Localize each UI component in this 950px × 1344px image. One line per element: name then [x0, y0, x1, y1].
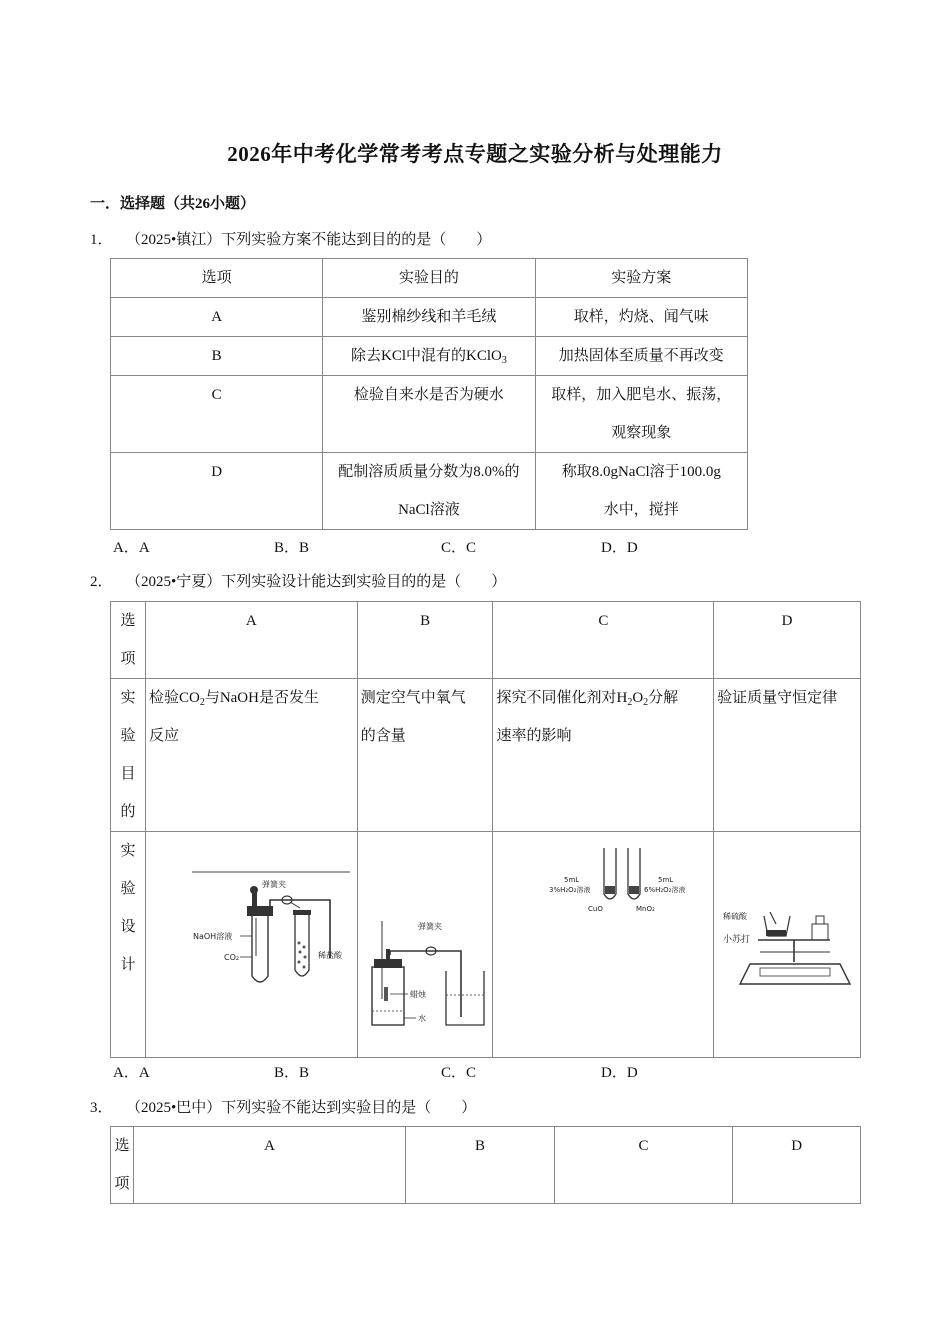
figure-d-acid-label: 稀硫酸	[723, 912, 747, 921]
figure-a-naoh-label: NaOH溶液	[193, 932, 233, 941]
q1-row-c-plan: 取样，加入肥皂水、振荡， 观察现象	[535, 376, 747, 453]
q1-row-d-option: D	[111, 453, 323, 530]
q1-row-a-plan: 取样，灼烧、闻气味	[535, 298, 747, 337]
figure-b-apparatus	[366, 915, 491, 1030]
q1-row-b-option: B	[111, 337, 323, 376]
figure-b-water-label: 水	[418, 1014, 426, 1023]
q2-purpose-b: 测定空气中氧气 的含量	[357, 679, 493, 832]
figure-a-hcl-label: 稀盐酸	[318, 951, 342, 960]
q2-col-c: C	[493, 602, 714, 679]
figure-a-co2-label: CO₂	[224, 953, 240, 962]
figure-c-solution-left: 3%H₂O₂溶液	[549, 886, 591, 894]
q1-row-d-purpose: 配制溶质质量分数为8.0%的 NaCl溶液	[323, 453, 535, 530]
figure-c-volume-right: 5mL	[658, 876, 674, 884]
q2-answer-options	[113, 1061, 713, 1081]
section-heading: 一．选择题（共26小题）	[90, 196, 256, 212]
figure-d-soda-label: 小苏打	[723, 935, 751, 945]
answer-option-c[interactable]: C．C	[441, 1065, 477, 1081]
question-number: 3．	[90, 1100, 113, 1116]
q3-col-d: D	[733, 1127, 861, 1204]
question-2-stem	[90, 570, 506, 591]
page-title: 2026年中考化学常考考点专题之实验分析与处理能力	[227, 142, 723, 166]
answer-option-b[interactable]: B．B	[274, 540, 310, 556]
q1-answer-options	[113, 536, 713, 556]
q2-col-a: A	[145, 602, 357, 679]
answer-option-b[interactable]: B．B	[274, 1065, 310, 1081]
figure-c-volume-left: 5mL	[564, 876, 580, 884]
answer-option-a[interactable]: A．A	[113, 540, 150, 556]
figure-d-apparatus	[720, 904, 860, 994]
figure-c-apparatus	[544, 838, 714, 924]
q2-col-b: B	[357, 602, 493, 679]
q1-header-purpose: 实验目的	[323, 259, 535, 298]
q2-purpose-c: 探究不同催化剂对$H_2O_2$分解 速率的影响	[493, 679, 714, 832]
question-text: （2025•镇江）下列实验方案不能达到目的的是（ ）	[126, 232, 492, 248]
q1-row-d-plan: 称取8.0gNaCl溶于100.0g 水中，搅拌	[535, 453, 747, 530]
q1-header-option: 选项	[111, 259, 323, 298]
q3-table	[110, 1126, 861, 1204]
q3-col-a: A	[133, 1127, 405, 1204]
figure-b-clip-label: 弹簧夹	[418, 922, 442, 931]
q1-header-plan: 实验方案	[535, 259, 747, 298]
question-text: （2025•宁夏）下列实验设计能达到实验目的的是（ ）	[126, 574, 507, 590]
question-3-stem	[90, 1096, 476, 1117]
q1-table	[110, 258, 748, 530]
figure-a-clip-label: 弹簧夹	[262, 880, 286, 889]
q1-row-a-option: A	[111, 298, 323, 337]
question-text: （2025•巴中）下列实验不能达到实验目的是（ ）	[126, 1100, 477, 1116]
q2-purpose-a: 检验$CO_2$与NaOH是否发生 反应	[145, 679, 357, 832]
q3-label-option: 选 项	[111, 1127, 134, 1204]
q3-col-b: B	[406, 1127, 555, 1204]
question-number: 2．	[90, 574, 113, 590]
q1-row-c-purpose: 检验自来水是否为硬水	[323, 376, 535, 453]
q1-row-c-option: C	[111, 376, 323, 453]
figure-c-solution-right: 6%H₂O₂溶液	[644, 886, 686, 894]
q2-label-design: 实 验 设 计	[111, 832, 146, 1058]
q3-col-c: C	[554, 1127, 733, 1204]
figure-c-catalyst-left: CuO	[588, 905, 603, 913]
figure-a-apparatus	[190, 868, 352, 993]
q1-row-b-plan: 加热固体至质量不再改变	[535, 337, 747, 376]
figure-c-catalyst-right: MnO₂	[636, 905, 655, 913]
answer-option-d[interactable]: D．D	[601, 540, 638, 556]
question-1-stem	[90, 228, 491, 249]
q2-label-purpose: 实 验 目 的	[111, 679, 146, 832]
figure-b-wax-label: 蜡烛	[410, 990, 426, 999]
q2-label-option: 选 项	[111, 602, 146, 679]
answer-option-c[interactable]: C．C	[441, 540, 477, 556]
q2-col-d: D	[714, 602, 861, 679]
q1-row-a-purpose: 鉴别棉纱线和羊毛绒	[323, 298, 535, 337]
answer-option-d[interactable]: D．D	[601, 1065, 638, 1081]
question-number: 1．	[90, 232, 113, 248]
q2-purpose-d: 验证质量守恒定律	[714, 679, 861, 832]
q1-row-b-purpose: 除去KCl中混有的KClO$_3$	[323, 337, 535, 376]
answer-option-a[interactable]: A．A	[113, 1065, 150, 1081]
